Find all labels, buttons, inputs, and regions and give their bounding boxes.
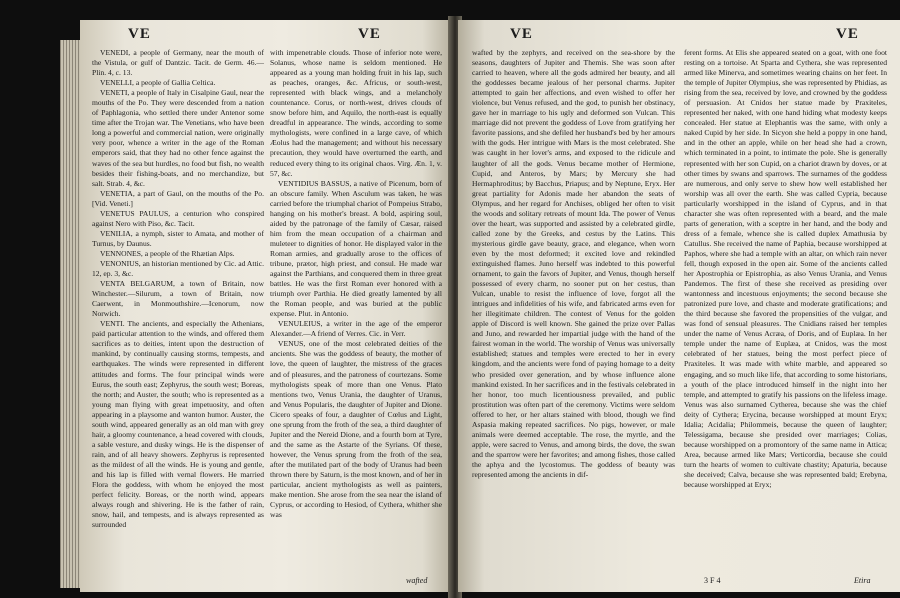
right-column-2 bbox=[684, 48, 887, 490]
left-column-2 bbox=[270, 48, 442, 520]
right-page bbox=[458, 20, 900, 592]
entry-paragraph: VENETUS PAULUS, a centurion who conspired against Nero with Piso, &c. Tacit. bbox=[92, 208, 264, 228]
running-head-left: VE bbox=[128, 26, 151, 42]
entry-paragraph: VENETI, a people of Italy in Cisalpine Gaul, near the mouths of the Po. They were descended from a nation of Paphlagonia, who settled there under Antenor some time after the Trojan war. The Venetians, who have been long a powerful and commercial nation, were originally very poor, whence a writer in the age of the Roman emperors said, that they had no other fence against the waves of the sea but hurdles, no food but fish, no wealth besides their fishing-boats, and no merchandize, but salt. Strab. 4, &c. bbox=[92, 88, 264, 188]
entry-paragraph: wafted by the zephyrs, and received on the sea-shore by the seasons, daughters of Jupiter and Themis. She was soon after carried to heaven, where all the gods admired her beauty, and all the goddesses became jealous of her personal charms. Jupiter attempted to gain her affections, and even wished to offer her violence, but Venus refused, and the god, to punish her obstinacy, gave her in marriage to his ugly and deformed son Vulcan. This marriage did not prevent the goddess of Love from gratifying her favorite passions, and she defiled her husband's bed by her amours with the gods. Her intrigue with Mars is the most celebrated. She was caught in her lover's arms, and exposed to the ridicule and laughter of all the gods. Venus became mother of Hermione, Cupid, and Anteros, by Mars; by Mercury she had Hermaphroditus; by Bacchus, Priapus; and by Neptune, Eryx. Her great partiality for Adonis made her abandon the seats of Olympus, and her regard for Anchises, obliged her often to visit the woods and solitary retreats of mount Ida. The power of Venus over the heart, was supported and assisted by a celebrated girdle, called zone by the Greeks, and cestus by the Latins. This mysterious girdle gave beauty, grace, and elegance, when worn even by the most deformed; it excited love and rekindled extinguished flames. Juno herself was indebted to this powerful ornament, to gain the favors of Jupiter, and Venus, though herself possessed of every charm, no sooner put on her cestus, than Vulcan, unable to resist the influence of love, forgot all the intrigues and infidelities of his wife, and fabricated arms even for her illegitimate children. The contest of Venus for the golden apple of Discord is well known. She gained the prize over Pallas and Juno, and rewarded her impartial judge with the hand of the fairest woman in the world. The worship of Venus was universally established; statues and temples were erected to her in every kingdom, and the ancients were fond of paying homage to a deity who presided over generation, and by whose influence alone mankind existed. In her sacrifices and in the festivals celebrated in her honor, too much licentiousness prevailed, and public prostitution was often part of the ceremony. Victims were seldom offered to her, or her altars stained with blood, though we find Aspasia making repeated sacrifices. No pigs, however, or male animals were deemed acceptable. The rose, the myrtle, and the apple, were sacred to Venus, and among birds, the dove, the swan and the sparrow were her favorites; and among fishes, those called the aphya and the lycostomus. The goddess of beauty was represented among the ancients in dif- bbox=[472, 48, 675, 479]
running-head-right: VE bbox=[358, 26, 381, 42]
entry-paragraph: VENTA BELGARUM, a town of Britain, now Winchester.—Silurum, a town of Britain, now Caerwent, in Monmouthshire.—Icenorum, now Norwich. bbox=[92, 279, 264, 319]
entry-paragraph: VENILIA, a nymph, sister to Amata, and mother of Turnus, by Daunus. bbox=[92, 228, 264, 248]
entry-paragraph: VENTI. The ancients, and especially the Athenians, paid particular attention to the winds, and offered them sacrifices as to deities, intent upon the destruction of mankind, by continually causing storms, tempests, and earthquakes. The winds were represented in different attitudes and forms. The four principal winds were Eurus, the south east; Zephyrus, the south west; Boreas, the north; and Auster, the south; who is represented as a young man flying with great impetuosity, and often appearing in a playsome and wanton humor. Auster, the south wind, appeared generally as an old man with grey hair, a gloomy countenance, a head covered with clouds, a sable vesture, and dusky wings. He is the dispenser of rain, and of all heavy showers. Zephyrus is represented as the mildest of all the winds. He is young and gentle, and his lap is filled with vernal flowers. He married Flora the goddess, with whom he enjoyed the most perfect felicity. Boreas, or the north wind, appears always rough and shivering. He is the father of rain, snow, hail, and tempests, and is always represented as surrounded bbox=[92, 319, 264, 530]
entry-paragraph: ferent forms. At Elis she appeared seated on a goat, with one foot resting on a tortoise. At Sparta and Cythera, she was represented armed like Minerva, and sometimes wearing chains on her feet. In the temple of Jupiter Olympius, she was represented by Phidias, as rising from the sea, received by love, and crowned by the goddess of persuasion. At Cnidos her statue made by Praxiteles, represented her naked, with one hand hiding what modesty keeps concealed. Her statue at Elephantis was the same, with only a naked Cupid by her side. In Sicyon she held a poppy in one hand, and in the other an apple, while on her head she had a crown, which terminated in a point, to intimate the pole. She is generally represented with her son Cupid, on a chariot drawn by doves, or at other times by swans and sparrows. The surnames of the goddess are numerous, and only serve to shew how well established her worship was all over the earth. She was called Cypria, because particularly worshipped in the island of Cyprus, and in that character she was often represented with a beard, and the male parts of generation, with a sceptre in her hand, and the body and dress of a female, whence she is called duplex Amathusia by Catullus. She received the name of Paphia, because worshipped at Paphos, where she had a temple with an altar, on which rain never fell, though exposed in the open air. Some of the ancients called her Apostrophia or Epistrophia, as also Venus Urania, and Venus Pandemos. The first of these she received as presiding over wantonness and incestuous enjoyments; the second because she patronized pure love, and chaste and moderate gratifications; and the third because she favored the propensities of the vulgar, and was fond of sensual pleasures. The Cnidians raised her temples under the name of Venus Acræa, of Doris, and of Euplæa. In her temple under the name of Euplæa, at Cnidos, was the most celebrated of her statues, being the most perfect piece of Praxiteles. It was made with white marble, and appeared so engaging, and so much like life, that according to some historians, a youth of the place introduced himself in the night into her temple, and attempted to gratify his passions on the lifeless image. Venus was also surnamed Cytherea, because she was the chief deity of Cythera; Erycina, because worshipped at mount Eryx; Idalia; Acidalia; Philommeis, because the queen of laughter; Telessigama, because she presided over marriages; Colias, because worshipped on a promontory of the same name in Attica; Area, because armed like Mars; Verticordia, because she could turn the hearts of women to cultivate chastity; Apaturia, because she deceived; Calva, because she was represented bald; Erebyna, because worshipped at Eryx; bbox=[684, 48, 887, 490]
entry-paragraph: VENONIUS, an historian mentioned by Cic. ad Attic. 12, ep. 3, &c. bbox=[92, 258, 264, 279]
entry-paragraph: VENETIA, a part of Gaul, on the mouths of the Po. [Vid. Veneti.] bbox=[92, 188, 264, 208]
running-head-right: VE bbox=[836, 26, 859, 42]
catchword: Etira bbox=[854, 576, 871, 585]
left-page bbox=[80, 20, 452, 592]
running-head-left: VE bbox=[510, 26, 533, 42]
entry-paragraph: VENUS, one of the most celebrated deities of the ancients. She was the goddess of beauty, the mother of love, the queen of laughter, the mistress of the graces and of pleasures, and the patroness of courtezans. Some mythologists speak of more than one Venus. Plato mentions two, Venus Urania, the daughter of Uranus, and Venus Popularis, the daughter of Jupiter and Dione. Cicero speaks of four, a daughter of Cœlus and Light, one sprung from the froth of the sea, a third daughter of Jupiter and the Nereid Dione, and a fourth born at Tyre, and the same as the Astarte of the Syrians. Of these, however, the Venus sprung from the froth of the sea, after the mutilated part of the body of Uranus had been thrown there by Saturn, is the most known, and of her in particular, ancient mythologists as well as painters, make mention. She arose from the sea near the island of Cyprus, or according to Hesiod, of Cythera, whither she was bbox=[270, 339, 442, 520]
entry-paragraph: VENELLI, a people of Gallia Celtica. bbox=[100, 78, 216, 88]
entry-paragraph: VENNONES, a people of the Rhætian Alps. bbox=[100, 248, 235, 258]
entry-paragraph: VENTIDIUS BASSUS, a native of Picenum, born of an obscure family. When Asculum was taken, he was carried before the triumphal chariot of Pompeius Strabo, hanging on his mother's breast. A bold, aspiring soul, aided by the patronage of the family of Cæsar, raised him from the mean occupation of a chairman and muleteer to dignities of honor. He displayed valor in the Roman armies, and gradually arose to the offices of tribune, prætor, high priest, and consul. He made war against the Parthians, and conquered them in three great battles. He was the first Roman ever honored with a triumph over Parthia. He died greatly lamented by all the Roman people, and was buried at the public expense. Plut. in Antonio. bbox=[270, 178, 442, 319]
right-column-1 bbox=[472, 48, 675, 480]
signature-mark: 3 F 4 bbox=[704, 576, 721, 585]
entry-paragraph: with impenetrable clouds. Those of inferior note were, Solanus, whose name is seldom mentioned. He appeared as a young man holding fruit in his lap, such as peaches, oranges, &c. Africus, or south-west, represented with black wings, and a melancholy countenance. Corus, or north-west, drives clouds of snow before him, and Aquilo, the north-east is equally dreadful in appearance. The winds, according to some mythologists, were confined in a large cave, of which Æolus had the management; and without his necessary precaution, they would have overturned the earth, and reduced every thing to its original chaos. Virg. Æn. 1, v. 57, &c. bbox=[270, 48, 442, 178]
catchword: wafted bbox=[406, 576, 428, 585]
entry-paragraph: VENEDI, a people of Germany, near the mouth of the Vistula, or gulf of Dantzic. Tacit. de Germ. 46.—Plin. 4, c. 13. bbox=[92, 48, 264, 78]
left-column-1 bbox=[92, 48, 264, 530]
entry-paragraph: VENULEIUS, a writer in the age of the emperor Alexander.—A friend of Verres. Cic. in Verr. bbox=[270, 319, 442, 339]
